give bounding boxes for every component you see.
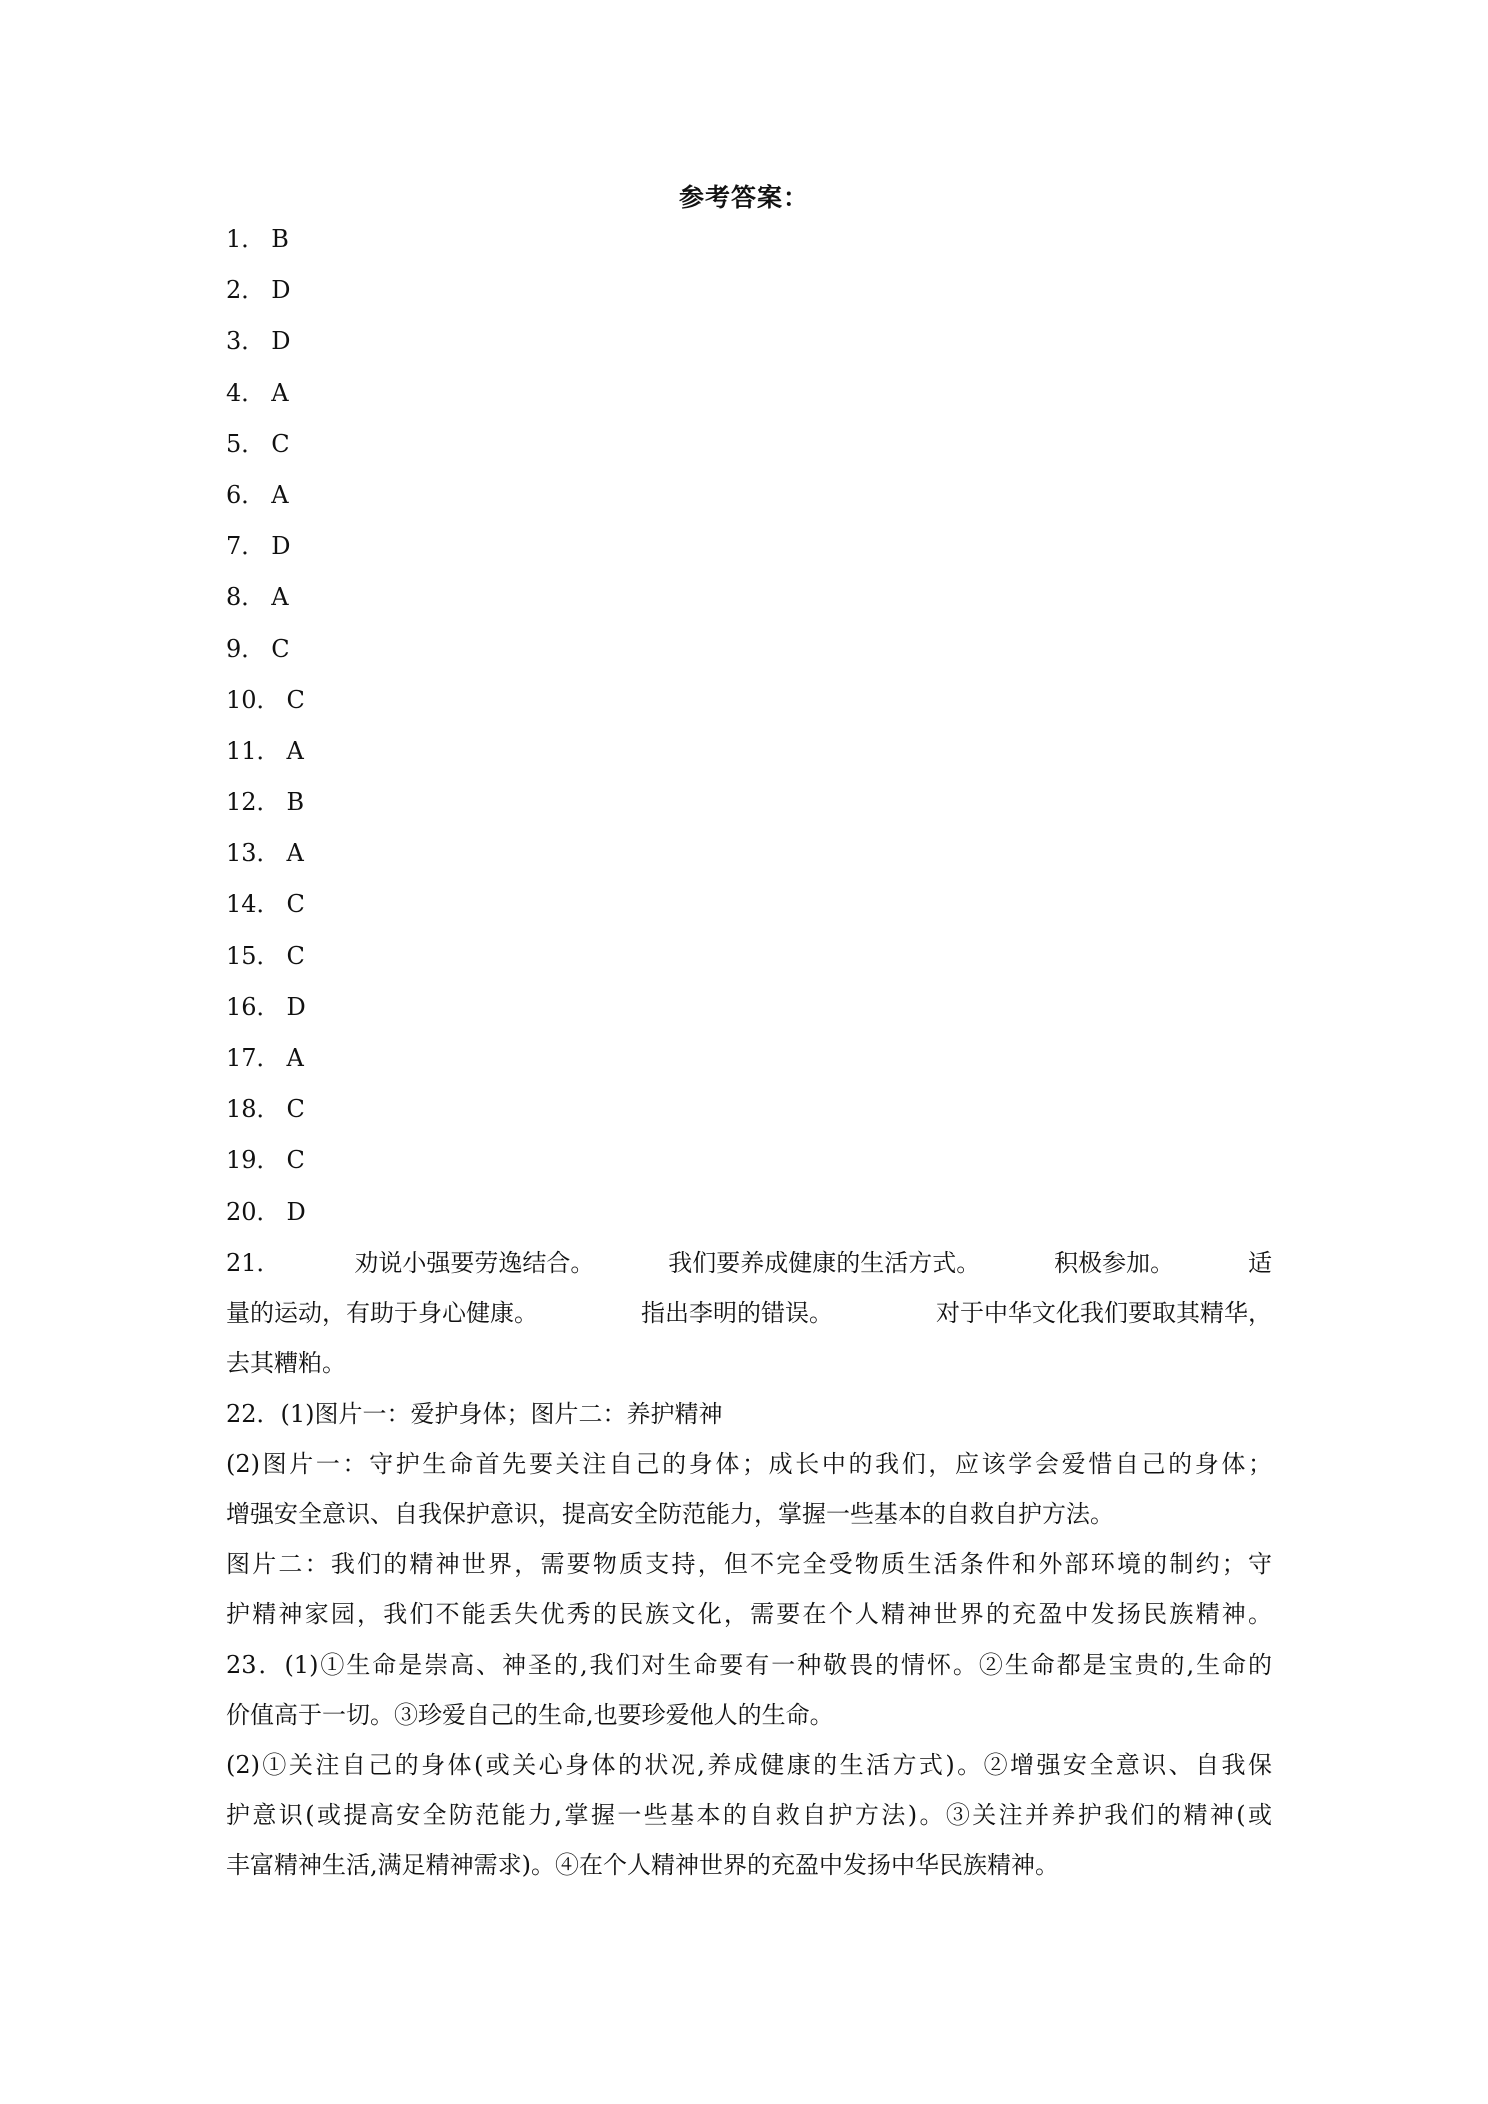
q21-point: 指出李明的错误。 <box>641 1299 833 1327</box>
answer-number: 16． <box>226 992 281 1021</box>
q21-number: 21． <box>226 1249 281 1277</box>
q21-point: 适 <box>1247 1249 1272 1277</box>
answer-number: 15． <box>226 941 281 970</box>
answer-letter: B <box>286 788 305 817</box>
answer-letter: C <box>286 890 305 919</box>
q21-point: 积极参加。 <box>1054 1249 1175 1277</box>
answer-letter: A <box>271 480 289 509</box>
answer-item <box>226 624 306 675</box>
q21-point: 量的运动，有助于身心健康。 <box>226 1299 538 1327</box>
q22-line: 护精神家园，我们不能丢失优秀的民族文化，需要在个人精神世界的充盈中发扬民族精神。 <box>226 1600 1272 1628</box>
answer-letter: C <box>286 1095 305 1124</box>
answer-number: 5． <box>226 429 266 458</box>
answer-letter: D <box>271 276 291 305</box>
answer-number: 2． <box>226 276 266 305</box>
answer-item <box>226 879 306 930</box>
answer-number: 11． <box>226 736 281 765</box>
q22-line: 22．(1)图片一：爱护身体；图片二：养护精神 <box>226 1400 723 1428</box>
answer-number: 8． <box>226 583 266 612</box>
q23-line: (2)①关注自己的身体(或关心身体的状况,养成健康的生活方式)。②增强安全意识、自我保 <box>226 1751 1272 1779</box>
answer-number: 17． <box>226 1044 281 1072</box>
q22-line: 增强安全意识、自我保护意识，提高安全防范能力，掌握一些基本的自救自护方法。 <box>226 1500 1114 1528</box>
answer-number: 7． <box>226 532 266 561</box>
answer-letter: A <box>271 378 289 407</box>
question-22-answer <box>226 1389 1272 1639</box>
answer-number: 1． <box>226 225 266 253</box>
answer-item <box>226 572 306 623</box>
answer-number: 4． <box>226 378 266 407</box>
q23-line: 23．(1)①生命是崇高、神圣的,我们对生命要有一种敬畏的情怀。②生命都是宝贵的,生命的 <box>226 1651 1272 1679</box>
answer-number: 12． <box>226 788 281 817</box>
answer-letter: A <box>271 583 289 612</box>
q21-point: 对于中华文化我们要取其精华， <box>936 1299 1272 1327</box>
q23-line: 护意识(或提高安全防范能力,掌握一些基本的自救自护方法)。③关注并养护我们的精神(或 <box>226 1801 1272 1829</box>
q23-line: 价值高于一切。③珍爱自己的生命,也要珍爱他人的生命。 <box>226 1701 834 1729</box>
q22-line: 图片二：我们的精神世界，需要物质支持，但不完全受物质生活条件和外部环境的制约；守 <box>226 1550 1272 1578</box>
answer-item <box>226 982 306 1033</box>
question-23-answer <box>226 1640 1272 1890</box>
answer-number: 6． <box>226 480 266 509</box>
answer-letter: D <box>286 1197 306 1226</box>
page-title: 参考答案： <box>678 183 809 212</box>
answer-item <box>226 675 306 726</box>
q21-line-3: 去其糟粕。 <box>226 1349 346 1377</box>
answer-letter: A <box>286 839 304 868</box>
q21-line-2 <box>226 1288 1272 1338</box>
answer-letter: D <box>271 327 291 356</box>
answer-letter: B <box>271 225 289 253</box>
answer-number: 18． <box>226 1095 281 1124</box>
answer-item <box>226 726 306 777</box>
answer-item <box>226 1135 306 1186</box>
answer-item <box>226 265 306 316</box>
answer-number: 20． <box>226 1197 281 1226</box>
answer-letter: D <box>271 532 291 561</box>
answer-item <box>226 368 306 419</box>
answer-item <box>226 214 306 265</box>
answer-item <box>226 1033 306 1084</box>
answer-item <box>226 931 306 982</box>
answer-letter: C <box>286 1146 305 1175</box>
answer-item <box>226 1187 306 1238</box>
answer-letter: C <box>286 685 305 714</box>
answer-letter: C <box>271 634 290 663</box>
answer-item <box>226 521 306 572</box>
q23-line: 丰富精神生活,满足精神需求)。④在个人精神世界的充盈中发扬中华民族精神。 <box>226 1851 1059 1879</box>
q21-line-1 <box>226 1238 1272 1288</box>
answer-number: 14． <box>226 890 281 919</box>
answer-letter: A <box>286 736 304 765</box>
answer-number: 10． <box>226 685 281 714</box>
answer-item <box>226 777 306 828</box>
answer-letter: A <box>286 1044 304 1072</box>
q21-point: 我们要养成健康的生活方式。 <box>668 1249 981 1277</box>
answer-item <box>226 1084 306 1135</box>
answer-number: 9． <box>226 634 266 663</box>
answer-letter: D <box>286 992 306 1021</box>
answer-number: 3． <box>226 327 266 356</box>
answer-item <box>226 419 306 470</box>
answer-letter: C <box>271 429 290 458</box>
answer-letter: C <box>286 941 305 970</box>
answer-item <box>226 316 306 367</box>
multiple-choice-answers <box>226 214 306 1238</box>
q21-point: 劝说小强要劳逸结合。 <box>354 1249 595 1277</box>
answer-item <box>226 828 306 879</box>
q22-line: (2)图片一：守护生命首先要关注自己的身体；成长中的我们，应该学会爱惜自己的身体； <box>226 1450 1272 1478</box>
answer-number: 13． <box>226 839 281 868</box>
answer-number: 19． <box>226 1146 281 1175</box>
answer-item <box>226 470 306 521</box>
question-21-answer <box>226 1238 1272 1388</box>
